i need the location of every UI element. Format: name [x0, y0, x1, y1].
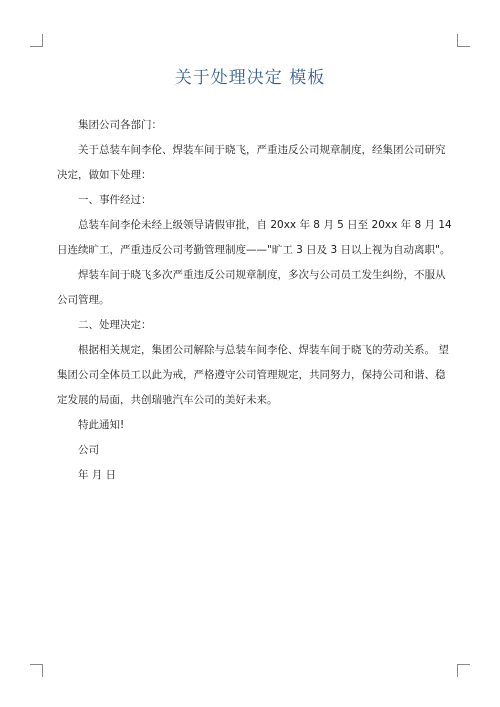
document-title: 关于处理决定 模板 — [174, 68, 326, 88]
decision-paragraph: 根据相关规定，集团公司解除与总装车间李伦、焊装车间于晓飞的劳动关系。 望集团公司全体员工以此为戒，严格遵守公司管理规定，共同努力，保持公司和谐、稳定发展的局面，共创瑞驰汽车公司的美好未来。 — [57, 344, 449, 406]
closing-line: 特此通知! — [78, 419, 125, 431]
section-heading-decision: 二、处理决定： — [78, 319, 152, 331]
page-corner-mark-top-left — [30, 34, 43, 47]
page-corner-mark-bottom-right — [457, 664, 470, 677]
salutation: 集团公司各部门： — [78, 119, 162, 131]
page-corner-mark-bottom-left — [30, 664, 43, 677]
signature-company: 公司 — [78, 444, 99, 456]
intro-paragraph: 关于总装车间李伦、焊装车间于晓飞，严重违反公司规章制度，经集团公司研究决定，做如下处理： — [57, 144, 446, 181]
section-heading-event: 一、事件经过： — [78, 194, 152, 206]
event-paragraph-1: 总装车间李伦未经上级领导请假审批，自 20xx 年 8 月 5 日至 20xx 年 8 月 14 日连续旷工，严重违反公司考勤管理制度——"旷工 3 日及 3 日以上视为自动离职"。 — [57, 219, 452, 256]
document-body — [57, 113, 452, 488]
event-paragraph-2: 焊装车间于晓飞多次严重违反公司规章制度，多次与公司员工发生纠纷，不服从公司管理。 — [57, 269, 446, 306]
page-corner-mark-top-right — [457, 34, 470, 47]
signature-date: 年 月 日 — [78, 469, 117, 481]
